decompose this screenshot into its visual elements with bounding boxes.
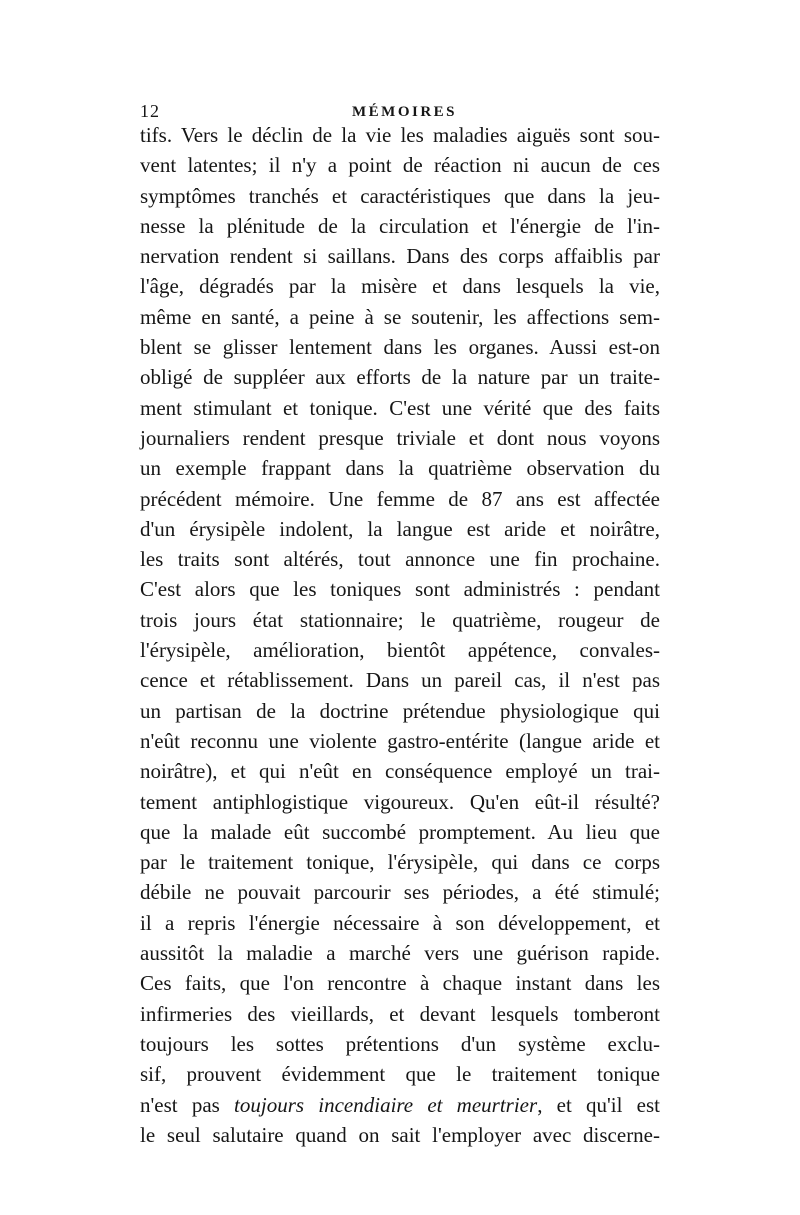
text-line: journaliers rendent presque triviale et dont nous voyons [140,425,660,450]
text-line: nervation rendent si saillans. Dans des corps affaiblis par [140,244,660,269]
text-line: C'est alors que les toniques sont administrés : pendant [140,577,660,602]
line-text-after-emphasis: , et qu'il est [537,1092,660,1117]
text-line: les traits sont altérés, tout annonce une fin prochaine. [140,547,660,572]
text-line: débile ne pouvait parcourir ses périodes, a été stimulé; [140,880,660,905]
text-line: précédent mémoire. Une femme de 87 ans est affectée [140,486,660,511]
text-line: cence et rétablissement. Dans un pareil cas, il n'est pas [140,668,660,693]
text-line: le seul salutaire quand on sait l'employer avec discerne- [140,1122,660,1147]
emphasized-phrase: toujours incendiaire et meurtrier [234,1092,538,1117]
text-line: nesse la plénitude de la circulation et l'énergie de l'in- [140,213,660,238]
text-line: trois jours état stationnaire; le quatrième, rougeur de [140,607,660,632]
text-line: noirâtre), et qui n'eût en conséquence employé un trai- [140,759,660,784]
text-line: tifs. Vers le déclin de la vie les maladies aiguës sont sou- [140,123,660,147]
text-line: Ces faits, que l'on rencontre à chaque instant dans les [140,971,660,996]
running-head [140,100,660,122]
text-line: un partisan de la doctrine prétendue physiologique qui [140,698,660,723]
text-line: symptômes tranchés et caractéristiques que dans la jeu- [140,183,660,208]
text-line-with-emphasis [140,1090,660,1120]
text-line: aussitôt la maladie a marché vers une guérison rapide. [140,941,660,966]
text-line: infirmeries des vieillards, et devant lesquels tomberont [140,1001,660,1026]
text-line: il a repris l'énergie nécessaire à son développement, et [140,910,660,935]
line-text-before-emphasis: n'est pas [140,1092,235,1117]
text-line: toujours les sottes prétentions d'un système exclu- [140,1031,660,1056]
text-line: d'un érysipèle indolent, la langue est aride et noirâtre, [140,516,660,541]
text-line: ment stimulant et tonique. C'est une vérité que des faits [140,395,660,420]
text-line: un exemple frappant dans la quatrième observation du [140,456,660,481]
text-line: blent se glisser lentement dans les organes. Aussi est-on [140,335,660,360]
text-line: vent latentes; il n'y a point de réaction ni aucun de ces [140,153,660,178]
text-line: obligé de suppléer aux efforts de la nature par un traite- [140,365,660,390]
text-line: sif, prouvent évidemment que le traitement tonique [140,1062,660,1087]
page-number: 12 [140,101,160,121]
text-line: que la malade eût succombé promptement. Au lieu que [140,819,660,844]
text-line: même en santé, a peine à se soutenir, les affections sem- [140,304,660,329]
text-line: n'eût reconnu une violente gastro-entérite (langue aride et [140,728,660,753]
text-line: l'érysipèle, amélioration, bientôt appétence, convales- [140,638,660,663]
body-text [140,120,660,1150]
running-title: MÉMOIRES [352,104,458,120]
text-line: tement antiphlogistique vigoureux. Qu'en eût-il résulté? [140,789,660,814]
text-line: par le traitement tonique, l'érysipèle, qui dans ce corps [140,850,660,875]
text-line: l'âge, dégradés par la misère et dans lesquels la vie, [140,274,660,299]
